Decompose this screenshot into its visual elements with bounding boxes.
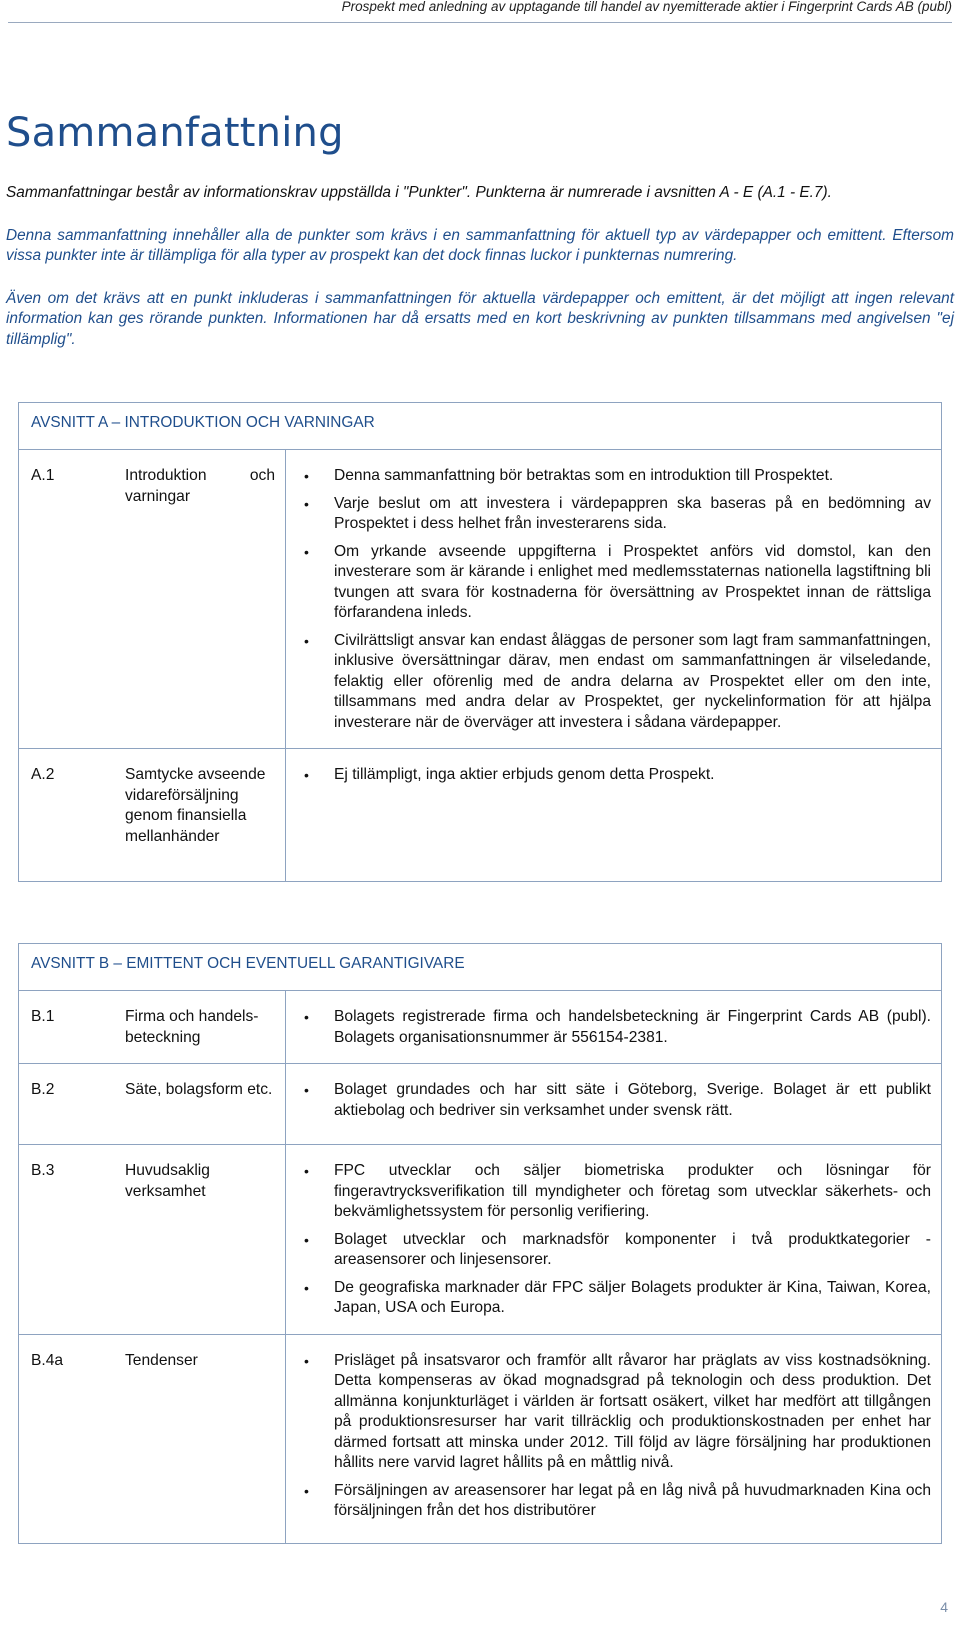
item-content bbox=[286, 765, 942, 882]
list-item: • Denna sammanfattning bör betraktas som en introduktion till Prospektet. bbox=[334, 466, 931, 487]
item-name: Huvudsaklig verksamhet bbox=[125, 1161, 286, 1334]
list-item: • Bolagets registrerade firma och handelsbeteckning är Fingerprint Cards AB (publ). Bolagets organisationsnummer är 556154-2381. bbox=[334, 1007, 931, 1048]
item-code: B.1 bbox=[19, 1007, 126, 1064]
list-item: • Bolaget grundades och har sitt säte i Göteborg, Sverige. Bolaget är ett publikt aktiebolag och bedriver sin verksamhet under svensk rätt. bbox=[334, 1080, 931, 1121]
page-title: Sammanfattning bbox=[6, 110, 344, 156]
intro-paragraph: Sammanfattningar består av informationskrav uppställda i "Punkter". Punkterna är numrerade i avsnitten A - E (A.1 - E.7). bbox=[6, 184, 832, 201]
list-item: • Bolaget utvecklar och marknadsför komponenter i två produktkategorier - areasensorer och linjesensorer. bbox=[334, 1230, 931, 1271]
intro-paragraph: Även om det krävs att en punkt inkluderas i sammanfattningen för aktuella värdepapper och emittent, är det möjligt att ingen relevant information kan ges rörande punkten. Informationen har då ersatts med en kort beskrivning av punkten tillsammans med angivelsen "ej tillämplig". bbox=[6, 289, 954, 348]
table-row bbox=[19, 1007, 942, 1064]
list-item: • Prisläget på insatsvaror och framför allt råvaror har präglats av viss kostnadsökning. Detta kompenseras av ökad mognadsgrad på teknologin och dess produktion. Det allmänna konjunkturläget i världen är fortsatt osäkert, vilket har medfört att tillgången på produktionsresurser har varit tillräcklig och produktionskostnaden per enhet har därmed fortsatt att minska under 2012. Till följd av lägre försäljning har produktionen hållits nere varvid lagret hållits på en måttlig nivå. bbox=[334, 1351, 931, 1474]
item-code: B.4a bbox=[31, 1351, 64, 1369]
item-content bbox=[286, 1161, 942, 1334]
item-name: Samtycke avseende vidareförsäljning genom finansiella mellanhänder bbox=[125, 766, 266, 845]
list-item: • Ej tillämpligt, inga aktier erbjuds genom detta Prospekt. bbox=[334, 765, 931, 786]
list-item: • Om yrkande avseende uppgifterna i Prospektet anförs vid domstol, kan den investerare som är kärande i enlighet med medlemsstaternas nationella lagstiftning bli tvungen att svara för kostnaderna för översättning av Prospektet innan de rättsliga förfarandena inleds. bbox=[334, 542, 931, 624]
section-a-table bbox=[18, 402, 942, 882]
table-row bbox=[19, 765, 942, 882]
item-code: B.3 bbox=[19, 1161, 126, 1334]
item-content bbox=[286, 466, 942, 749]
list-item: • FPC utvecklar och säljer biometriska produkter och lösningar för fingeravtrycksverifikation till myndigheter och företag som utvecklar säkerhets- och bekvämlighetssystem för personlig verifiering. bbox=[334, 1161, 931, 1223]
table-row bbox=[19, 466, 942, 749]
item-name: Säte, bolagsform etc. bbox=[125, 1080, 286, 1145]
list-item: • Varje beslut om att investera i värdepappren ska baseras på en bedömning av Prospektet i dess helhet från investerarens sida. bbox=[334, 494, 931, 535]
item-code: A.1 bbox=[19, 466, 126, 749]
table-row bbox=[19, 1161, 942, 1334]
item-content bbox=[286, 1351, 942, 1544]
item-code: B.2 bbox=[19, 1080, 126, 1145]
running-header: Prospekt med anledning av upptagande till handel av nyemitterade aktier i Fingerprint Cards AB (publ) bbox=[8, 0, 952, 23]
item-name: Firma och handels-beteckning bbox=[125, 1007, 286, 1064]
intro-paragraph: Denna sammanfattning innehåller alla de punkter som krävs i en sammanfattning för aktuell typ av värdepapper och emittent. Eftersom vissa punkter inte är tillämpliga för alla typer av prospekt kan det dock finnas luckor i punkternas numrering. bbox=[6, 226, 954, 264]
table-row bbox=[19, 1080, 942, 1145]
section-a-title: AVSNITT A – INTRODUKTION OCH VARNINGAR bbox=[19, 403, 942, 450]
list-item: • Försäljningen av areasensorer har legat på en låg nivå på huvudmarknaden Kina och försäljningen från det hos distributörer bbox=[334, 1481, 931, 1522]
section-b-title: AVSNITT B – EMITTENT OCH EVENTUELL GARANTIGIVARE bbox=[19, 944, 942, 991]
item-content bbox=[286, 1007, 942, 1064]
list-item: • Civilrättsligt ansvar kan endast åläggas de personer som lagt fram sammanfattningen, inklusive översättningar därav, men endast om sammanfattningen är vilseledande, felaktig eller oförenlig med de andra delarna av Prospektet eller om den inte, tillsammans med andra delar av Prospektet, ger nyckelinformation för att hjälpa investerare när de överväger att investera i sådana värdepapper. bbox=[334, 631, 931, 734]
item-name: Tendenser bbox=[125, 1351, 198, 1369]
page-number: 4 bbox=[940, 1599, 948, 1615]
section-b-table bbox=[18, 943, 942, 1544]
table-row bbox=[19, 1351, 942, 1544]
item-name: Introduktion och varningar bbox=[125, 466, 286, 749]
item-content bbox=[286, 1080, 942, 1145]
list-item: • De geografiska marknader där FPC säljer Bolagets produkter är Kina, Taiwan, Korea, Japan, USA och Europa. bbox=[334, 1278, 931, 1319]
item-code: A.2 bbox=[31, 766, 55, 783]
intro-text bbox=[6, 183, 954, 372]
